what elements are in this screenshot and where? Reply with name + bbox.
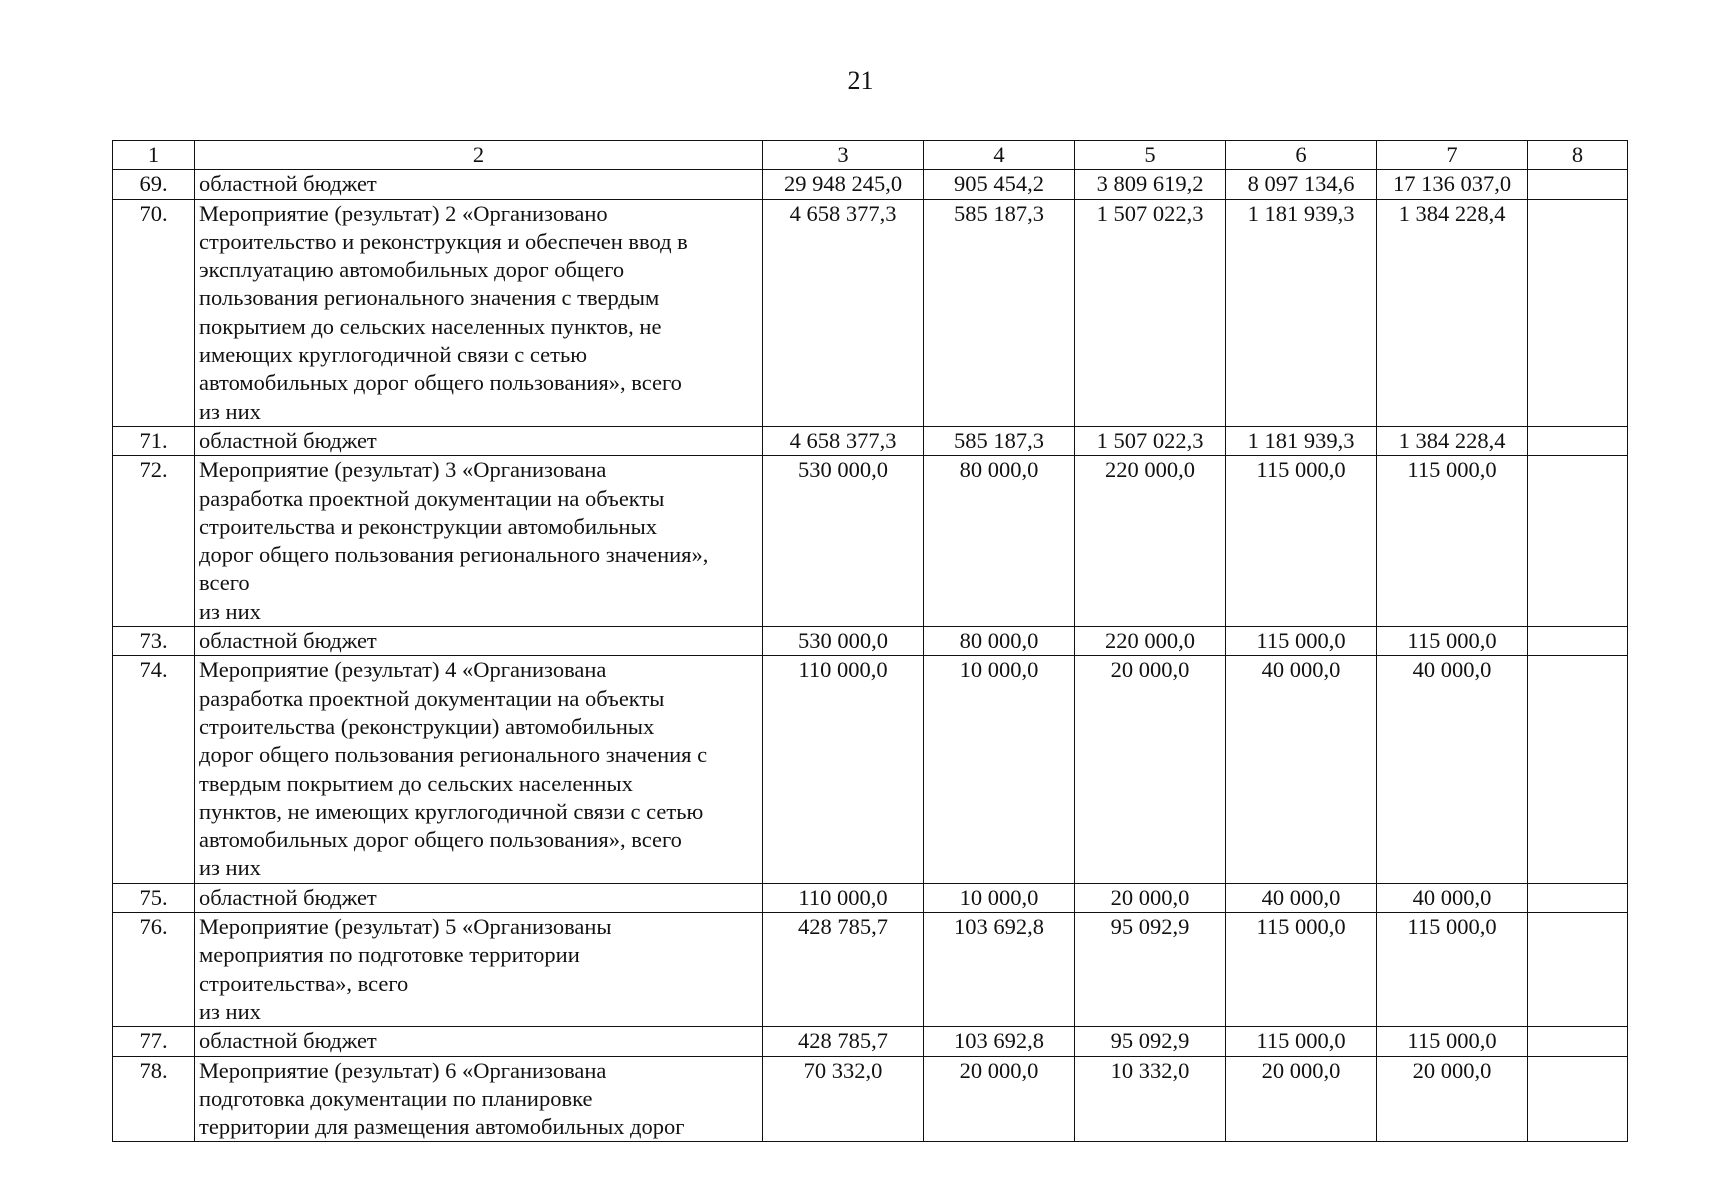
item-name-line: эксплуатацию автомобильных дорог общего: [199, 257, 625, 283]
value-cell-col-7: 115 000,0: [1377, 913, 1528, 1027]
item-name-cell: [195, 1056, 763, 1142]
item-name-line: из них: [199, 855, 261, 881]
item-name-line: дорог общего пользования регионального значения с: [199, 742, 708, 768]
value-cell-col-8: [1528, 456, 1628, 627]
value-cell-col-5: 220 000,0: [1075, 627, 1226, 656]
item-name-cell: [195, 199, 763, 426]
column-header: 6: [1226, 141, 1377, 170]
value-cell-col-7: 115 000,0: [1377, 456, 1528, 627]
value-cell-col-8: [1528, 1027, 1628, 1056]
value-cell-col-6: 1 181 939,3: [1226, 199, 1377, 426]
value-cell-col-4: 585 187,3: [924, 426, 1075, 455]
value-cell-col-6: 40 000,0: [1226, 656, 1377, 883]
table-row: [113, 170, 1628, 199]
column-header: 8: [1528, 141, 1628, 170]
value-cell-col-4: 10 000,0: [924, 656, 1075, 883]
item-name-line: дорог общего пользования регионального значения»,: [199, 542, 709, 568]
item-name-line: строительства», всего: [199, 970, 409, 996]
item-name-line: строительства (реконструкции) автомобильных: [199, 713, 655, 739]
value-cell-col-7: 20 000,0: [1377, 1056, 1528, 1142]
value-cell-col-4: 80 000,0: [924, 627, 1075, 656]
page-number: 21: [847, 66, 874, 95]
row-number-cell: 74.: [113, 656, 195, 883]
item-name-cell: [195, 426, 763, 455]
item-name-line: строительство и реконструкция и обеспечен ввод в: [199, 228, 688, 254]
row-number-cell: 70.: [113, 199, 195, 426]
value-cell-col-6: 8 097 134,6: [1226, 170, 1377, 199]
value-cell-col-5: 20 000,0: [1075, 656, 1226, 883]
value-cell-col-7: 40 000,0: [1377, 883, 1528, 912]
value-cell-col-7: 115 000,0: [1377, 627, 1528, 656]
value-cell-col-6: 115 000,0: [1226, 456, 1377, 627]
value-cell-col-7: 40 000,0: [1377, 656, 1528, 883]
item-name-cell: [195, 656, 763, 883]
value-cell-col-7: 17 136 037,0: [1377, 170, 1528, 199]
value-cell-col-5: 1 507 022,3: [1075, 199, 1226, 426]
table-row: [113, 1056, 1628, 1142]
item-name-cell: [195, 883, 763, 912]
row-number-cell: 73.: [113, 627, 195, 656]
row-number-cell: 78.: [113, 1056, 195, 1142]
value-cell-col-8: [1528, 913, 1628, 1027]
value-cell-col-8: [1528, 199, 1628, 426]
column-header: 4: [924, 141, 1075, 170]
item-name-cell: [195, 456, 763, 627]
item-name-line: из них: [199, 398, 261, 424]
item-name-cell: [195, 170, 763, 199]
value-cell-col-5: 220 000,0: [1075, 456, 1226, 627]
value-cell-col-8: [1528, 883, 1628, 912]
item-name-line: областной бюджет: [199, 884, 377, 910]
row-number-cell: 77.: [113, 1027, 195, 1056]
value-cell-col-3: 29 948 245,0: [763, 170, 924, 199]
item-name-line: Мероприятие (результат) 2 «Организовано: [199, 200, 608, 226]
value-cell-col-7: 115 000,0: [1377, 1027, 1528, 1056]
value-cell-col-3: 110 000,0: [763, 656, 924, 883]
item-name-line: Мероприятие (результат) 3 «Организована: [199, 457, 607, 483]
value-cell-col-7: 1 384 228,4: [1377, 426, 1528, 455]
row-number-cell: 72.: [113, 456, 195, 627]
item-name-line: строительства и реконструкции автомобильных: [199, 513, 657, 539]
item-name-line: областной бюджет: [199, 171, 377, 197]
item-name-line: Мероприятие (результат) 4 «Организована: [199, 657, 607, 683]
value-cell-col-5: 20 000,0: [1075, 883, 1226, 912]
value-cell-col-6: 115 000,0: [1226, 627, 1377, 656]
item-name-line: Мероприятие (результат) 6 «Организована: [199, 1057, 607, 1083]
column-header: 2: [195, 141, 763, 170]
value-cell-col-3: 428 785,7: [763, 913, 924, 1027]
value-cell-col-7: 1 384 228,4: [1377, 199, 1528, 426]
value-cell-col-6: 20 000,0: [1226, 1056, 1377, 1142]
row-number-cell: 69.: [113, 170, 195, 199]
table-row: [113, 199, 1628, 426]
item-name-line: автомобильных дорог общего пользования», всего: [199, 370, 682, 396]
value-cell-col-4: 905 454,2: [924, 170, 1075, 199]
item-name-line: автомобильных дорог общего пользования», всего: [199, 827, 682, 853]
item-name-line: разработка проектной документации на объекты: [199, 685, 665, 711]
value-cell-col-5: 95 092,9: [1075, 1027, 1226, 1056]
value-cell-col-8: [1528, 426, 1628, 455]
value-cell-col-3: 530 000,0: [763, 627, 924, 656]
value-cell-col-8: [1528, 170, 1628, 199]
item-name-line: из них: [199, 998, 261, 1024]
column-header: 5: [1075, 141, 1226, 170]
value-cell-col-3: 110 000,0: [763, 883, 924, 912]
value-cell-col-8: [1528, 656, 1628, 883]
table-row: [113, 913, 1628, 1027]
item-name-line: Мероприятие (результат) 5 «Организованы: [199, 914, 612, 940]
item-name-line: пунктов, не имеющих круглогодичной связи с сетью: [199, 798, 704, 824]
value-cell-col-3: 428 785,7: [763, 1027, 924, 1056]
table-row: [113, 883, 1628, 912]
value-cell-col-8: [1528, 627, 1628, 656]
table-row: [113, 656, 1628, 883]
item-name-line: областной бюджет: [199, 427, 377, 453]
item-name-line: территории для размещения автомобильных дорог: [199, 1114, 685, 1140]
value-cell-col-5: 3 809 619,2: [1075, 170, 1226, 199]
value-cell-col-3: 530 000,0: [763, 456, 924, 627]
value-cell-col-6: 115 000,0: [1226, 913, 1377, 1027]
item-name-line: имеющих круглогодичной связи с сетью: [199, 342, 588, 368]
row-number-cell: 75.: [113, 883, 195, 912]
item-name-line: подготовка документации по планировке: [199, 1085, 593, 1111]
item-name-line: покрытием до сельских населенных пунктов, не: [199, 313, 662, 339]
table-body: [113, 170, 1628, 1142]
value-cell-col-5: 10 332,0: [1075, 1056, 1226, 1142]
item-name-cell: [195, 627, 763, 656]
item-name-line: областной бюджет: [199, 1028, 377, 1054]
item-name-line: твердым покрытием до сельских населенных: [199, 770, 633, 796]
value-cell-col-4: 10 000,0: [924, 883, 1075, 912]
item-name-line: мероприятия по подготовке территории: [199, 942, 580, 968]
row-number-cell: 71.: [113, 426, 195, 455]
budget-table: [112, 140, 1628, 1142]
item-name-cell: [195, 913, 763, 1027]
value-cell-col-4: 20 000,0: [924, 1056, 1075, 1142]
row-number-cell: 76.: [113, 913, 195, 1027]
value-cell-col-6: 115 000,0: [1226, 1027, 1377, 1056]
table-row: [113, 1027, 1628, 1056]
value-cell-col-8: [1528, 1056, 1628, 1142]
table-row: [113, 456, 1628, 627]
value-cell-col-4: 103 692,8: [924, 913, 1075, 1027]
table-row: [113, 627, 1628, 656]
column-header: 7: [1377, 141, 1528, 170]
item-name-line: областной бюджет: [199, 628, 377, 654]
value-cell-col-6: 40 000,0: [1226, 883, 1377, 912]
value-cell-col-4: 103 692,8: [924, 1027, 1075, 1056]
item-name-line: пользования регионального значения с твердым: [199, 285, 660, 311]
value-cell-col-3: 4 658 377,3: [763, 426, 924, 455]
value-cell-col-4: 585 187,3: [924, 199, 1075, 426]
value-cell-col-5: 95 092,9: [1075, 913, 1226, 1027]
item-name-line: всего: [199, 570, 250, 596]
value-cell-col-5: 1 507 022,3: [1075, 426, 1226, 455]
value-cell-col-4: 80 000,0: [924, 456, 1075, 627]
item-name-cell: [195, 1027, 763, 1056]
column-header: 3: [763, 141, 924, 170]
header-row: [113, 141, 1628, 170]
value-cell-col-3: 70 332,0: [763, 1056, 924, 1142]
table-row: [113, 426, 1628, 455]
item-name-line: разработка проектной документации на объекты: [199, 485, 665, 511]
value-cell-col-6: 1 181 939,3: [1226, 426, 1377, 455]
item-name-line: из них: [199, 598, 261, 624]
column-header: 1: [113, 141, 195, 170]
value-cell-col-3: 4 658 377,3: [763, 199, 924, 426]
